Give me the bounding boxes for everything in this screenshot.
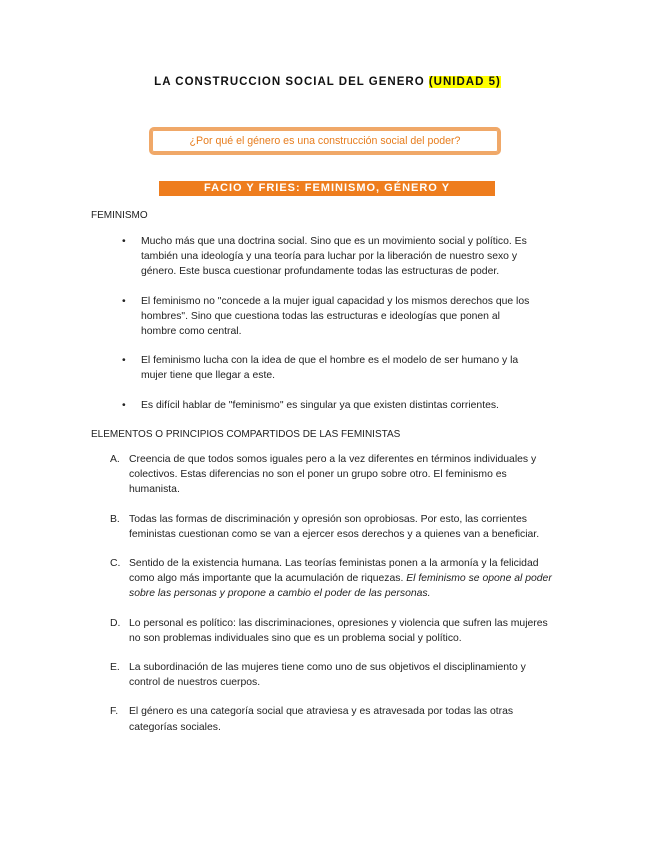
item-text: El género es una categoría social que atraviesa y es atravesada por todas las otras categorías sociales. xyxy=(129,706,514,733)
item-text: El feminismo no "concede a la mujer igual capacidad y los mismos derechos que los hombres". Sino que cuestiona todas las estructuras e ideologías que ponen al hombre como central. xyxy=(141,295,530,338)
list-item xyxy=(118,353,536,383)
item-text: Sentido de la existencia humana. Las teorías feministas ponen a la armonía y la felicidad como algo más importante que la acumulación de riquezas. xyxy=(129,558,539,585)
list-item xyxy=(110,704,555,734)
item-label: B. xyxy=(110,513,120,525)
list-item xyxy=(110,660,555,690)
list-item xyxy=(110,512,555,542)
list-item xyxy=(118,398,536,413)
bullet-icon: • xyxy=(122,355,126,367)
elementos-list xyxy=(110,452,555,749)
item-text: Mucho más que una doctrina social. Sino que es un movimiento social y político. Es también una ideología y una teoría para luchar por la liberación de nuestro sexo y género. Este busca cuestionar profundamente todas las estructuras de poder. xyxy=(141,236,527,278)
bullet-icon: • xyxy=(122,295,126,307)
section-subtitle: FACIO Y FRIES: FEMINISMO, GÉNERO Y PATRIARCADO xyxy=(159,181,495,196)
item-label: E. xyxy=(110,662,120,674)
bullet-icon: • xyxy=(122,236,126,247)
item-text: Todas las formas de discriminación y opresión son oprobiosas. Por esto, las corrientes feministas cuestionan como se van a ejercer esos derechos y a quienes van a beneficiar. xyxy=(129,513,540,540)
question-box: ¿Por qué el género es una construcción social del poder? xyxy=(149,127,501,155)
item-label: A. xyxy=(110,454,120,465)
list-item xyxy=(118,294,536,340)
item-text: La subordinación de las mujeres tiene como uno de sus objetivos el disciplinamiento y control de nuestros cuerpos. xyxy=(129,662,526,689)
list-item xyxy=(110,616,555,646)
item-label: D. xyxy=(110,617,121,629)
item-italic-text: El feminismo se opone al poder sobre las personas y propone a cambio el poder de las personas. xyxy=(129,573,552,600)
item-text: El feminismo lucha con la idea de que el hombre es el modelo de ser humano y la mujer tiene que llegar a este. xyxy=(141,355,519,382)
unit-highlight: (UNIDAD 5) xyxy=(428,76,501,88)
list-item xyxy=(110,556,555,602)
list-item xyxy=(118,234,536,280)
feminismo-heading: FEMINISMO xyxy=(91,210,148,221)
elementos-heading: ELEMENTOS O PRINCIPIOS COMPARTIDOS DE LAS FEMINISTAS xyxy=(91,429,401,440)
feminismo-list xyxy=(118,234,536,427)
item-text: Lo personal es político: las discriminaciones, opresiones y violencia que sufren las mujeres no son problemas individuales sino que es un problema social y político. xyxy=(129,617,548,644)
item-text: Es difícil hablar de "feminismo" es singular ya que existen distintas corrientes. xyxy=(141,399,499,411)
item-text: Creencia de que todos somos iguales pero a la vez diferentes en términos individuales y colectivos. Estas diferencias no son el poner un grupo sobre otro. El feminismo es humanista. xyxy=(129,454,537,496)
item-label: C. xyxy=(110,558,121,570)
list-item xyxy=(110,452,555,498)
bullet-icon: • xyxy=(122,399,126,411)
document-title xyxy=(0,76,655,88)
title-text: LA CONSTRUCCION SOCIAL DEL GENERO xyxy=(154,76,425,88)
item-label: F. xyxy=(110,706,119,718)
